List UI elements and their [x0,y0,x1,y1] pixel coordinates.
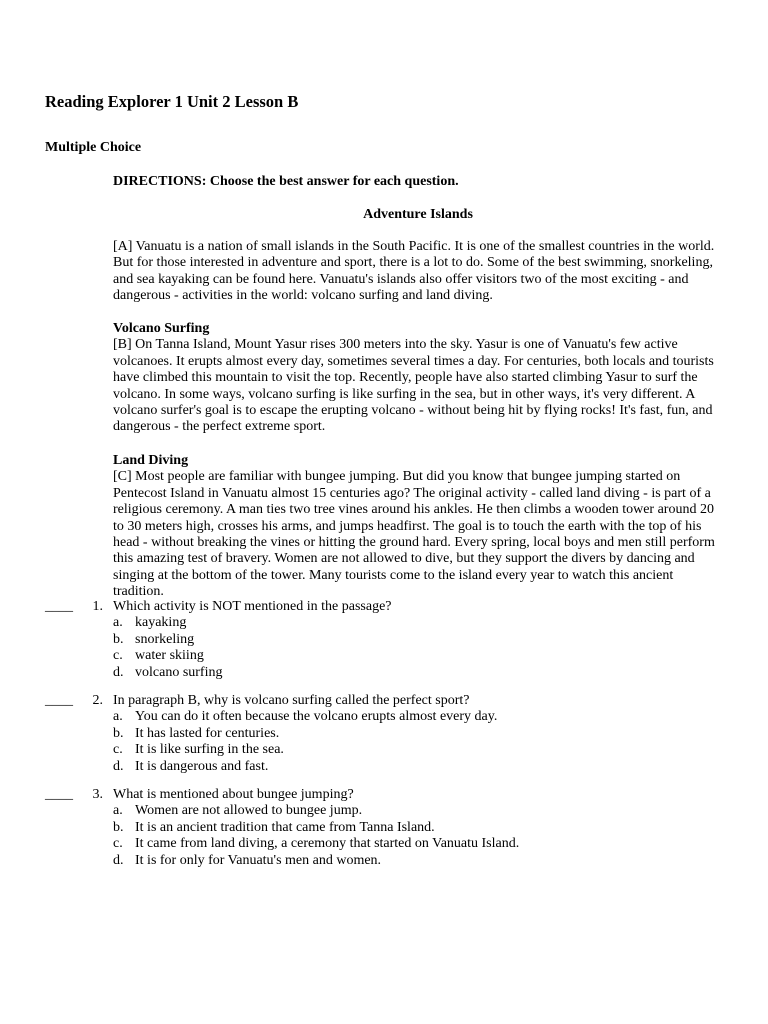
choice-letter: b. [113,819,124,835]
choice-text: It is dangerous and fast. [135,758,269,774]
choice-text: water skiing [135,648,204,664]
section-heading: Multiple Choice [45,140,142,155]
paragraph-a [113,239,725,305]
choice-text: It is an ancient tradition that came from Tanna Island. [135,819,435,835]
choice-text: It is like surfing in the sea. [135,742,284,758]
paragraph-b-heading: Volcano Surfing [113,321,210,336]
question-text: In paragraph B, why is volcano surfing called the perfect sport? [113,693,470,708]
choice-letter: b. [113,725,124,741]
paragraph-b [113,321,725,436]
choice-text: volcano surfing [135,664,223,680]
passage-title: Adventure Islands [363,207,473,222]
choice-text: kayaking [135,615,187,631]
choice-text: It is for only for Vanuatu's men and women. [135,852,382,868]
choice-text: snorkeling [135,631,195,647]
choice-letter: d. [113,664,124,680]
choice-letter: a. [113,615,123,631]
choice-letter: d. [113,852,124,868]
choice-letter: b. [113,631,124,647]
question-number: 2. [92,693,103,708]
choice-text: Women are not allowed to bungee jump. [135,803,363,819]
paragraph-c-heading: Land Diving [113,453,189,468]
answer-blank[interactable]: ____ [45,599,73,614]
choice-letter: a. [113,803,123,819]
paragraph-b-text: [B] On Tanna Island, Mount Yasur rises 300 meters into the sky. Yasur is one of Vanuatu's few active volcanoes. It erupts almost every day, sometimes several times a day. For centuries, both locals and tourists have climbed this mountain to visit the top. Recently, people have also started climbing Yasur to surf the volcano. In some ways, volcano surfing is like surfing in the sea, but in other ways, it's very different. A volcano surfer's goal is to escape the erupting volcano - without being hit by flying rocks! It's fast, fun, and dangerous - the perfect extreme sport. [113,337,714,435]
choice-text: You can do it often because the volcano erupts almost every day. [135,709,498,725]
question-number: 1. [92,599,103,614]
choice-text: It came from land diving, a ceremony that started on Vanuatu Island. [135,836,520,852]
paragraph-a-text: [A] Vanuatu is a nation of small islands in the South Pacific. It is one of the smallest countries in the world. But for those interested in adventure and sport, there is a lot to do. Some of the best swimming, snorkeling, and sea kayaking can be found here. Vanuatu's islands also offer visitors two of the most exciting - and dangerous - activities in the world: volcano surfing and land diving. [113,239,715,304]
choice-text: It has lasted for centuries. [135,725,280,741]
paragraph-c-text: [C] Most people are familiar with bungee jumping. But did you know that bungee jumping started on Pentecost Island in Vanuatu almost 15 centuries ago? The original activity - called land diving - is part of a religious ceremony. A man ties two tree vines around his ankles. He then climbs a wooden tower around 20 to 30 meters high, crosses his arms, and jumps headfirst. The goal is to touch the earth with the top of his head - without breaking the vines or hitting the ground hard. Every spring, local boys and men still perform this amazing test of bravery. Women are not allowed to dive, but they support the divers by dancing and singing at the bottom of the tower. Many tourists come to the island every year to watch this ancient tradition. [113,469,715,600]
question-text: What is mentioned about bungee jumping? [113,787,354,802]
choice-letter: c. [113,836,123,852]
paragraph-c [113,453,725,601]
choice-letter: a. [113,709,123,725]
answer-blank[interactable]: ____ [45,693,73,708]
choice-letter: c. [113,648,123,664]
answer-blank[interactable]: ____ [45,787,73,802]
question-number: 3. [92,787,103,802]
choice-letter: c. [113,742,123,758]
page-title: Reading Explorer 1 Unit 2 Lesson B [45,92,299,111]
question-text: Which activity is NOT mentioned in the passage? [113,599,392,614]
directions: DIRECTIONS: Choose the best answer for each question. [113,174,459,189]
choice-letter: d. [113,758,124,774]
